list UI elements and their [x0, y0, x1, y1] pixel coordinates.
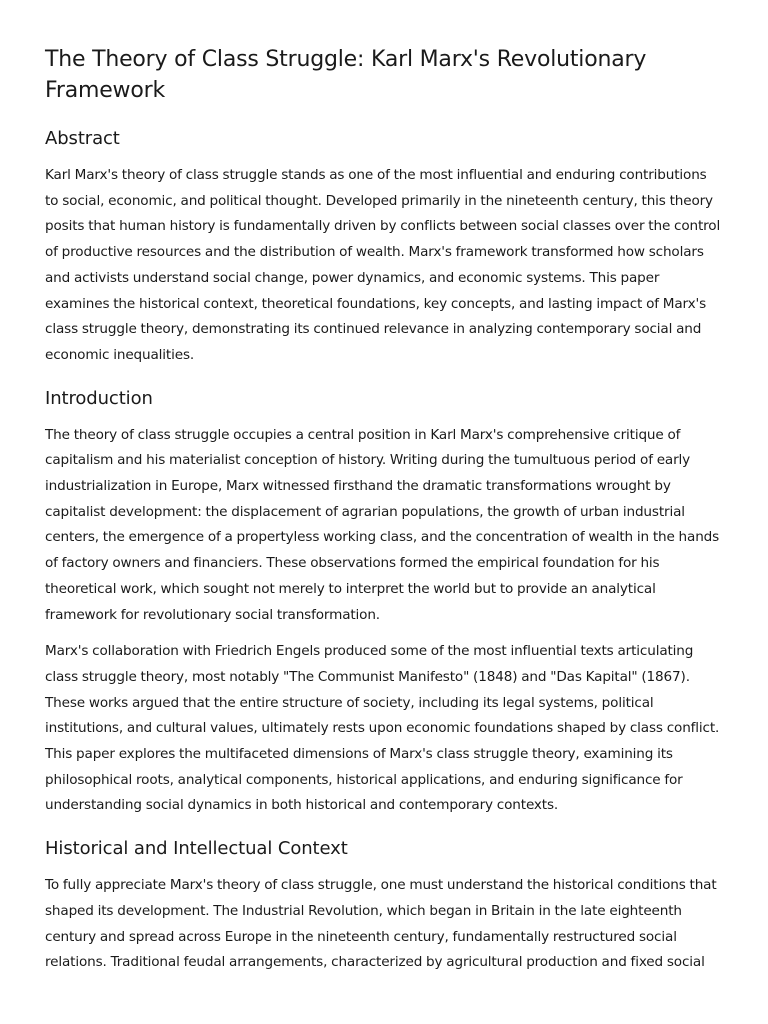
introduction-paragraph-2: Marx's collaboration with Friedrich Engels produced some of the most influential texts articulating class struggle theory, most notably "The Communist Manifesto" (1848) and "Das Kapital" (1867). These works argued that the entire structure of society, including its legal systems, political institutions, and cultural values, ultimately rests upon economic foundations shaped by class conflict. This paper explores the multifaceted dimensions of Marx's class struggle theory, examining its philosophical roots, analytical components, historical applications, and enduring significance for understanding social dynamics in both historical and contemporary contexts. [45, 643, 720, 814]
introduction-paragraph-1: The theory of class struggle occupies a central position in Karl Marx's comprehensive critique of capitalism and his materialist conception of history. Writing during the tumultuous period of early industrialization in Europe, Marx witnessed firsthand the dramatic transformations wrought by capitalist development: the displacement of agrarian populations, the growth of urban industrial centers, the emergence of a propertyless working class, and the concentration of wealth in the hands of factory owners and financiers. These observations formed the empirical foundation for his theoretical work, which sought not merely to interpret the world but to provide an analytical framework for revolutionary social transformation. [45, 426, 720, 623]
abstract-paragraph-1: Karl Marx's theory of class struggle stands as one of the most influential and enduring contributions to social, economic, and political thought. Developed primarily in the nineteenth century, this theory posits that human history is fundamentally driven by conflicts between social classes over the control of productive resources and the distribution of wealth. Marx's framework transformed how scholars and activists understand social change, power dynamics, and economic systems. This paper examines the historical context, theoretical foundations, key concepts, and lasting impact of Marx's class struggle theory, demonstrating its continued relevance in analyzing contemporary social and economic inequalities. [45, 167, 721, 363]
section-introduction [45, 387, 723, 820]
document-title: The Theory of Class Struggle: Karl Marx's Revolutionary Framework [45, 47, 647, 103]
section-heading-abstract: Abstract [45, 128, 120, 149]
section-abstract [45, 127, 723, 369]
section-heading-historical-context: Historical and Intellectual Context [45, 838, 348, 860]
section-heading-introduction: Introduction [45, 387, 153, 409]
section-historical-context [45, 837, 723, 976]
historical-context-paragraph-1: To fully appreciate Marx's theory of class struggle, one must understand the historical conditions that shaped its development. The Industrial Revolution, which began in Britain in the late eighteenth century and spread across Europe in the nineteenth century, fundamentally restructured social relations. Traditional feudal arrangements, characterized by agricultural production and fixed social [45, 877, 717, 971]
